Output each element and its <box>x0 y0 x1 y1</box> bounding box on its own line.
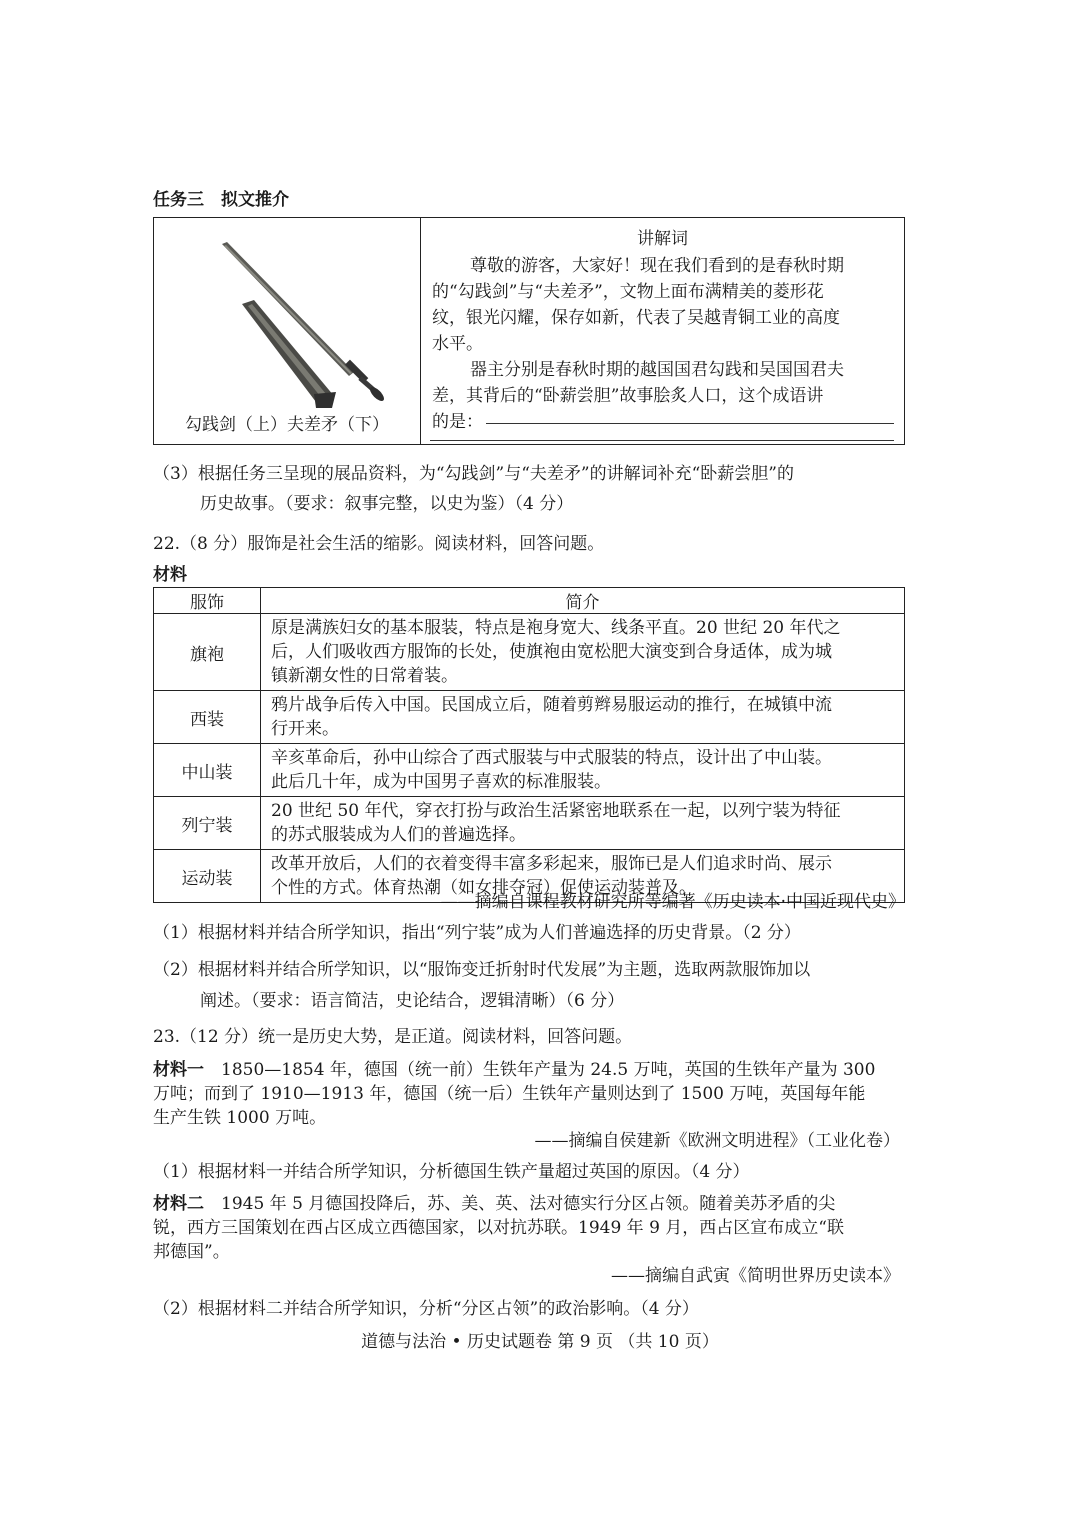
desc-line: 个性的方式。体育热潮（如女排夺冠）促使运动装普及。 <box>271 878 696 898</box>
desc-line: 鸦片战争后传入中国。民国成立后，随着剪辫易服运动的推行，在城镇中流 <box>271 695 832 715</box>
q21-3-line2: 历史故事。（要求：叙事完整，以史为鉴）（4 分） <box>200 494 574 514</box>
task3-heading: 任务三 拟文推介 <box>153 190 289 210</box>
costume-name: 旗袍 <box>154 614 261 691</box>
desc-line: 原是满族妇女的基本服装，特点是袍身宽大、线条平直。20 世纪 20 年代之 <box>271 618 841 638</box>
costume-name: 列宁装 <box>154 797 261 850</box>
q23-material2-line3: 邦德国”。 <box>153 1242 230 1262</box>
desc-line: 改革开放后，人们的衣着变得丰富多彩起来，服饰已是人们追求时尚、展示 <box>271 854 832 874</box>
speech-line: 纹，银光闪耀，保存如新，代表了吴越青铜工业的高度 <box>432 308 840 328</box>
q23-q2: （2）根据材料二并结合所学知识，分析“分区占领”的政治影响。（4 分） <box>153 1299 699 1319</box>
speech-line: 的是： <box>432 412 483 432</box>
desc-line: 后，人们吸收西方服饰的长处，使旗袍由宽松肥大演变到合身适体，成为城 <box>271 642 832 662</box>
costume-desc <box>261 744 905 797</box>
q23-material1-line1 <box>153 1058 875 1082</box>
material2-label: 材料二 <box>153 1194 204 1214</box>
costume-name: 西装 <box>154 691 261 744</box>
table-header-intro: 简介 <box>261 588 905 614</box>
q22-stem: 22.（8 分）服饰是社会生活的缩影。阅读材料，回答问题。 <box>153 534 605 554</box>
q23-material1-source: ——摘编自侯建新《欧洲文明进程》（工业化卷） <box>534 1131 900 1151</box>
answer-blank-line[interactable] <box>430 440 894 441</box>
q23-material1-line2: 万吨；而到了 1910—1913 年，德国（统一后）生铁年产量则达到了 1500 万吨，英国每年能 <box>153 1084 866 1104</box>
q22-q1: （1）根据材料并结合所学知识，指出“列宁装”成为人们普遍选择的历史背景。（2 分） <box>153 923 801 943</box>
desc-line: 镇新潮女性的日常着装。 <box>271 666 458 686</box>
material1-label: 材料一 <box>153 1060 204 1080</box>
q22-q2-line1: （2）根据材料并结合所学知识，以“服饰变迁折射时代发展”为主题，选取两款服饰加以 <box>153 960 811 980</box>
table-row <box>154 744 905 797</box>
fuchai-spear-icon <box>242 300 336 408</box>
costume-desc <box>261 691 905 744</box>
speech-line: 水平。 <box>432 334 483 354</box>
q23-material2-line2: 锐，西方三国策划在西占区成立西德国家，以对抗苏联。1949 年 9 月，西占区宣布成立“联 <box>153 1218 844 1238</box>
costume-name: 中山装 <box>154 744 261 797</box>
table-row <box>154 614 905 691</box>
table-header-costume: 服饰 <box>154 588 261 614</box>
speech-line: 的“勾践剑”与“夫差矛”，文物上面布满精美的菱形花 <box>432 282 824 302</box>
task3-box <box>153 217 905 445</box>
desc-line: 20 世纪 50 年代，穿衣打扮与政治生活紧密地联系在一起，以列宁装为特征 <box>271 801 841 821</box>
desc-line: 行开来。 <box>271 719 339 739</box>
page-footer: 道德与法治 • 历史试题卷 第 9 页 （共 10 页） <box>361 1332 719 1352</box>
q22-source: ——摘编自课程教材研究所等编著《历史读本·中国近现代史》 <box>440 892 905 912</box>
box-divider <box>420 218 421 444</box>
material2-text: 1945 年 5 月德国投降后，苏、美、英、法对德实行分区占领。随着美苏矛盾的尖 <box>204 1194 836 1214</box>
table-row <box>154 691 905 744</box>
q22-q2-line2: 阐述。（要求：语言简洁，史论结合，逻辑清晰）（6 分） <box>200 991 625 1011</box>
q22-material-label: 材料 <box>153 565 187 585</box>
speech-title: 讲解词 <box>637 229 688 249</box>
q23-stem: 23.（12 分）统一是历史大势，是正道。阅读材料，回答问题。 <box>153 1027 633 1047</box>
costume-desc <box>261 614 905 691</box>
desc-line: 的苏式服装成为人们的普遍选择。 <box>271 825 526 845</box>
costume-table <box>153 587 905 903</box>
material1-text: 1850—1854 年，德国（统一前）生铁年产量为 24.5 万吨，英国的生铁年产量为 300 <box>204 1060 876 1080</box>
sword-spear-image <box>164 226 414 411</box>
speech-line: 差，其背后的“卧薪尝胆”故事脍炙人口，这个成语讲 <box>432 386 824 406</box>
q23-material1-line3: 生产生铁 1000 万吨。 <box>153 1108 327 1128</box>
q23-material2-line1 <box>153 1192 835 1216</box>
table-header-row <box>154 588 905 614</box>
speech-line: 器主分别是春秋时期的越国国君勾践和吴国国君夫 <box>470 360 844 380</box>
q23-q1: （1）根据材料一并结合所学知识，分析德国生铁产量超过英国的原因。（4 分） <box>153 1162 750 1182</box>
desc-line: 此后几十年，成为中国男子喜欢的标准服装。 <box>271 772 611 792</box>
q23-material2-source: ——摘编自武寅《简明世界历史读本》 <box>611 1266 900 1286</box>
answer-blank-line[interactable] <box>486 423 894 424</box>
desc-line: 辛亥革命后，孙中山综合了西式服装与中式服装的特点，设计出了中山装。 <box>271 748 832 768</box>
q21-3-line1: （3）根据任务三呈现的展品资料，为“勾践剑”与“夫差矛”的讲解词补充“卧薪尝胆”的 <box>153 464 794 484</box>
figure-caption: 勾践剑（上）夫差矛（下） <box>185 415 389 435</box>
costume-name: 运动装 <box>154 850 261 903</box>
speech-line: 尊敬的游客，大家好！现在我们看到的是春秋时期 <box>470 256 844 276</box>
costume-desc <box>261 797 905 850</box>
table-row <box>154 797 905 850</box>
